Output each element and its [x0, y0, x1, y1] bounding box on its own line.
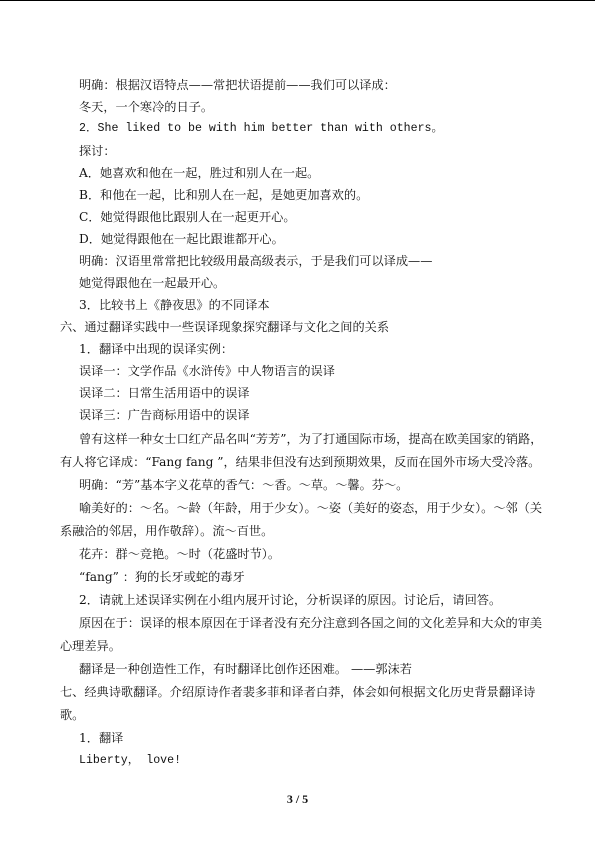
option-c: C．她觉得跟他比跟别人在一起更开心。	[79, 210, 296, 224]
reason-line-2: 心理差异。	[60, 639, 121, 653]
option-b: B．和他在一起，比和别人在一起，是她更加喜欢的。	[79, 188, 369, 202]
page-number: 3 / 5	[286, 792, 309, 806]
section-7-heading-line-2: 歌。	[60, 708, 85, 722]
option-d: D．她觉得跟他在一起比跟谁都开心。	[79, 232, 284, 246]
fang-meaning-beautiful-line-1: 喻美好的：～名。～龄（年龄，用于少女）。～姿（美好的姿态，用于少女）。～邻（关	[79, 501, 543, 515]
fang-meaning-beautiful-line-2: 系融洽的邻居，用作敬辞）。流～百世。	[60, 524, 274, 538]
fang-english-meaning: “fang” ：狗的长牙或蛇的毒牙	[79, 570, 245, 584]
section-7-heading-line-1: 七、经典诗歌翻译。介绍原诗作者裴多菲和译者白莽，体会如何根据文化历史背景翻译诗	[60, 685, 536, 699]
lipstick-paragraph-line-2: 有人将它译成：“Fang fang ”，结果非但没有达到预期效果，反而在国外市场大受冷落。	[60, 455, 541, 469]
option-a: A．她喜欢和他在一起，胜过和别人在一起。	[79, 166, 320, 180]
guo-moruo-quote: 翻译是一种创造性工作，有时翻译比创作还困难。 ——郭沫若	[79, 662, 412, 676]
mistranslation-2: 误译二：日常生活用语中的误译	[79, 386, 250, 400]
answer-line-adverbial: 明确：根据汉语特点——常把状语提前——我们可以译成：	[79, 78, 396, 92]
page-top-border	[0, 0, 595, 1]
fang-meaning-flowers: 花卉：群～竞艳。～时（花盛时节）。	[79, 547, 281, 561]
discussion-heading: 探讨：	[79, 144, 116, 158]
mistranslation-3: 误译三：广告商标用语中的误译	[79, 408, 250, 422]
reason-line-1: 原因在于：误译的根本原因在于译者没有充分注意到各国之间的文化差异和大众的审美	[79, 616, 543, 630]
example-sentence-2: 2．She liked to be with him better than with others。	[79, 122, 444, 135]
section-6-heading: 六、通过翻译实践中一些误译现象探究翻译与文化之间的关系	[60, 320, 390, 334]
poem-first-line: Liberty， love!	[79, 754, 182, 767]
answer-line-superlative: 明确：汉语里常常把比较级用最高级表示，于是我们可以译成——	[79, 254, 433, 268]
lipstick-paragraph-line-1: 曾有这样一种女士口红产品名叫“芳芳”，为了打通国际市场，提高在欧美国家的销路，	[79, 432, 543, 446]
translation-happiest: 她觉得跟他在一起最开心。	[79, 276, 226, 290]
fang-meaning-fragrance: 明确：“芳”基本字义花草的香气：～香。～草。～馨。芬～。	[79, 478, 409, 492]
item-1-translation: 1．翻译	[79, 731, 124, 745]
item-2-discussion: 2．请就上述误译实例在小组内展开讨论，分析误译的原因。讨论后，请回答。	[79, 593, 502, 607]
item-3-compare-versions: 3．比较书上《静夜思》的不同译本	[79, 298, 270, 312]
mistranslation-1: 误译一：文学作品《水浒传》中人物语言的误译	[79, 364, 335, 378]
item-1-mistranslation-examples: 1．翻译中出现的误译实例：	[79, 342, 234, 356]
translation-winter: 冬天，一个寒冷的日子。	[79, 100, 214, 114]
